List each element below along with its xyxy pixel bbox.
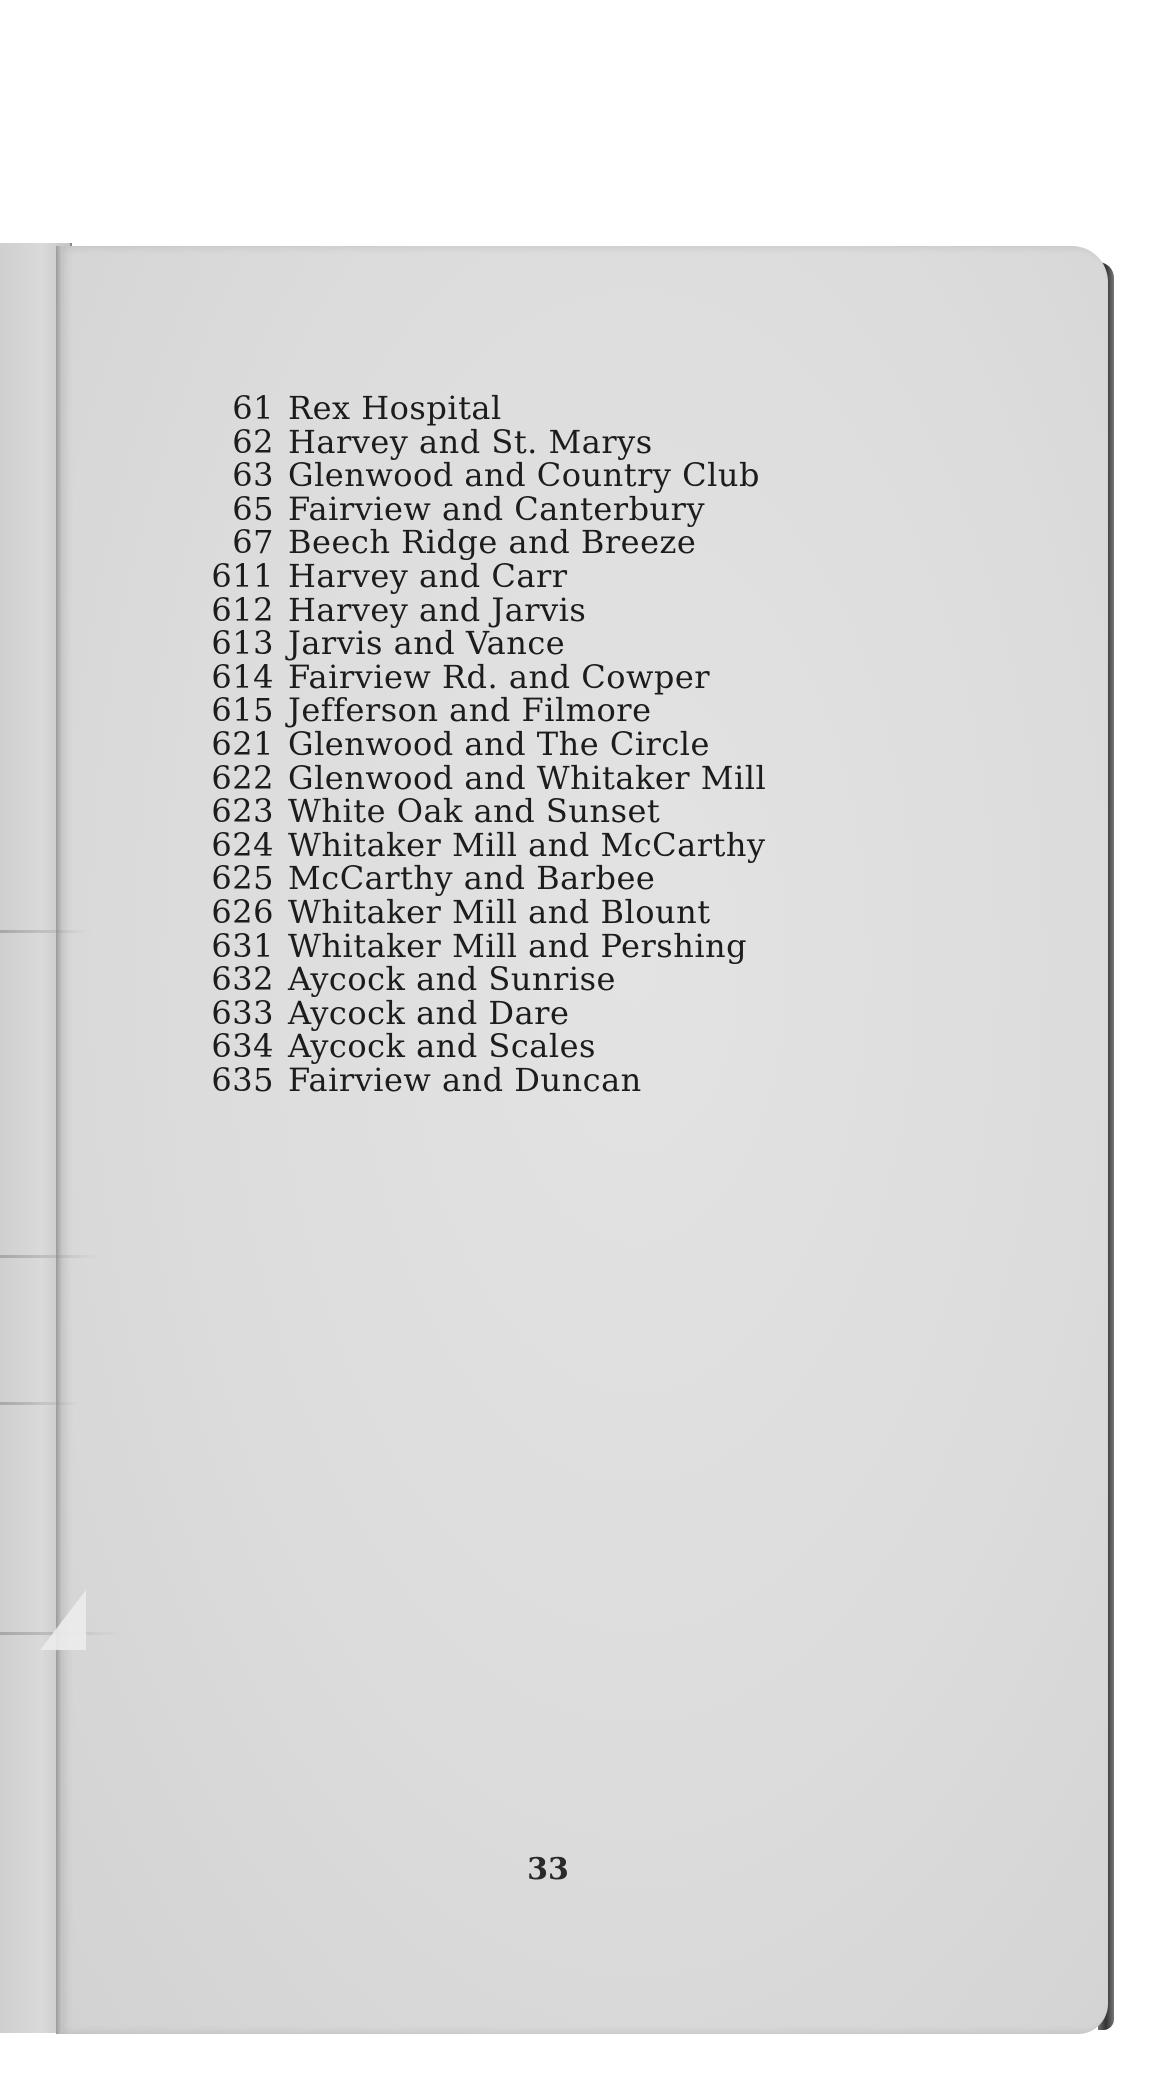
directory-entry (196, 960, 856, 999)
entry-name: Fairview and Duncan (288, 1060, 642, 1099)
entry-name: Glenwood and Whitaker Mill (288, 758, 767, 797)
entry-number: 62 (232, 422, 274, 461)
entry-number: 621 (211, 724, 274, 763)
directory-entry (196, 489, 856, 528)
entry-name: White Oak and Sunset (288, 792, 661, 831)
entry-number: 635 (211, 1060, 274, 1099)
entry-number: 615 (211, 691, 274, 730)
entry-name: Aycock and Scales (288, 1027, 596, 1066)
directory-entry (196, 523, 856, 562)
entry-name: Beech Ridge and Breeze (288, 523, 697, 562)
entry-number: 622 (211, 758, 274, 797)
directory-entry (196, 859, 856, 898)
entry-name: Rex Hospital (288, 389, 502, 427)
entry-number: 614 (211, 657, 274, 696)
directory-entry (196, 556, 856, 595)
book-gutter (56, 246, 62, 2034)
entry-number: 631 (211, 926, 274, 965)
entry-name: Harvey and Jarvis (288, 590, 587, 629)
directory-entry (196, 993, 856, 1032)
page-crease (0, 1402, 80, 1405)
entry-name: Whitaker Mill and Pershing (288, 926, 748, 965)
entry-name: Aycock and Sunrise (288, 960, 616, 999)
directory-entry (196, 590, 856, 629)
directory-entry (196, 892, 856, 931)
entry-name: Glenwood and Country Club (288, 456, 760, 495)
entry-name: Whitaker Mill and Blount (288, 892, 711, 931)
entry-number: 625 (211, 859, 274, 898)
directory-entry (196, 792, 856, 831)
page-tear (40, 1590, 86, 1650)
entry-number: 63 (232, 456, 274, 495)
directory-entry (196, 691, 856, 730)
entry-number: 61 (232, 389, 274, 427)
entry-number: 623 (211, 792, 274, 831)
page-number: 33 (527, 1852, 569, 1887)
entry-name: Fairview and Canterbury (288, 489, 706, 528)
entry-name: Whitaker Mill and McCarthy (288, 825, 766, 864)
entry-name: Fairview Rd. and Cowper (288, 657, 711, 696)
entry-number: 632 (211, 960, 274, 999)
directory-entry (196, 825, 856, 864)
entry-number: 633 (211, 993, 274, 1032)
directory-entry (196, 456, 856, 495)
page-crease (0, 930, 90, 933)
entry-name: McCarthy and Barbee (288, 859, 656, 898)
entry-number: 611 (211, 556, 274, 595)
entry-name: Jefferson and Filmore (288, 691, 652, 730)
location-directory-list (196, 389, 856, 1099)
directory-entry (196, 624, 856, 663)
entry-name: Aycock and Dare (288, 993, 570, 1032)
directory-entry (196, 1027, 856, 1066)
entry-name: Jarvis and Vance (288, 624, 566, 663)
directory-entry (196, 1060, 856, 1099)
entry-name: Harvey and Carr (288, 556, 568, 595)
directory-entry (196, 724, 856, 763)
directory-entry (196, 422, 856, 461)
entry-number: 613 (211, 624, 274, 663)
entry-number: 67 (232, 523, 274, 562)
entry-number: 65 (232, 489, 274, 528)
entry-name: Harvey and St. Marys (288, 422, 653, 461)
entry-name: Glenwood and The Circle (288, 724, 710, 763)
directory-entry (196, 389, 856, 427)
directory-entry (196, 926, 856, 965)
entry-number: 634 (211, 1027, 274, 1066)
entry-number: 624 (211, 825, 274, 864)
entry-number: 626 (211, 892, 274, 931)
entry-number: 612 (211, 590, 274, 629)
directory-entry (196, 657, 856, 696)
directory-entry (196, 758, 856, 797)
page-crease (0, 1255, 100, 1258)
